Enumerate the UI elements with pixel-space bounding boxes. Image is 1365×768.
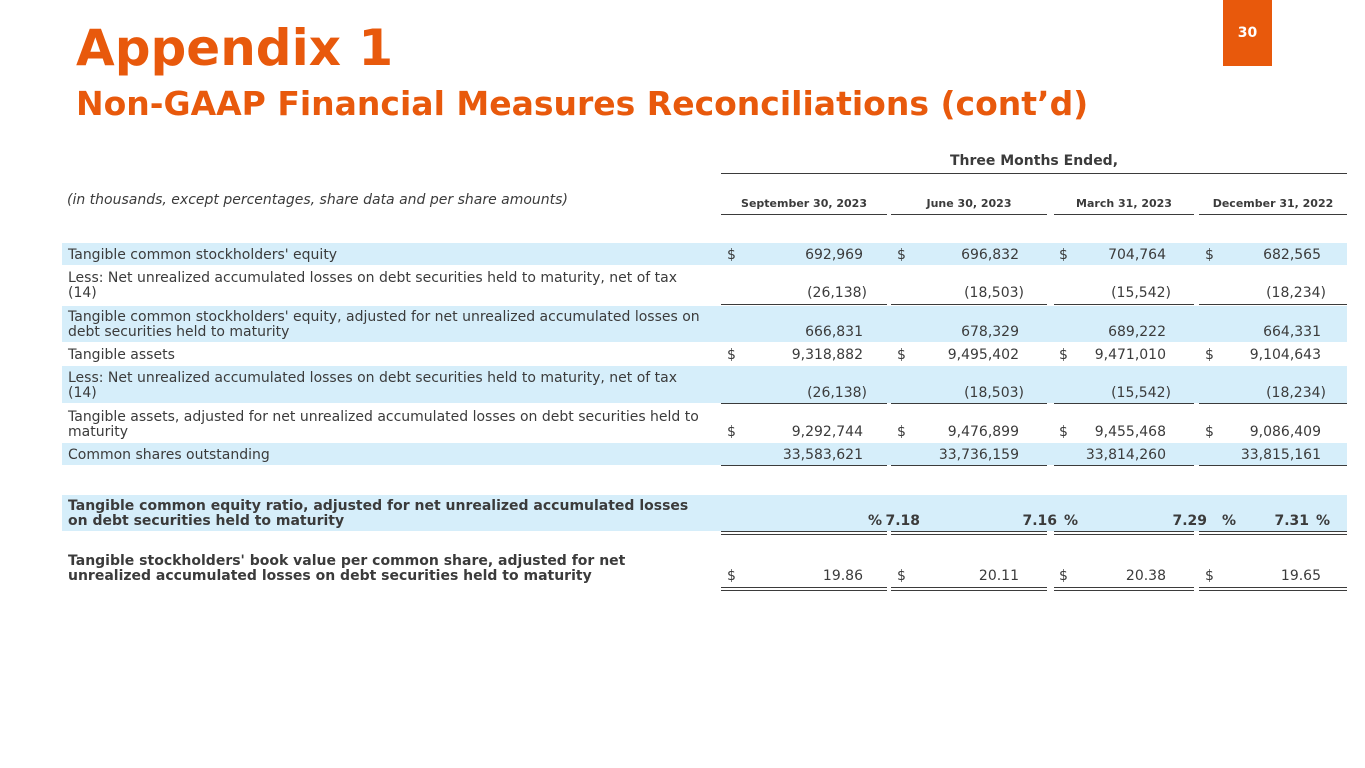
row-label: Tangible assets — [68, 347, 175, 363]
value-jun-2023: 9,495,402 — [947, 347, 1019, 363]
currency-symbol: $ — [727, 347, 736, 363]
row-label: Tangible assets, adjusted for net unrealized accumulated losses on debt securities held to maturity — [68, 409, 699, 440]
underline — [891, 465, 1047, 466]
column-header-dec-2022: December 31, 2022 — [1199, 196, 1347, 215]
row-label: Tangible stockholders' book value per common share, adjusted for net unrealized accumulated losses on debt securities held to maturity — [68, 553, 626, 584]
value-dec-2022: 664,331 — [1263, 324, 1321, 340]
currency-symbol: $ — [897, 247, 906, 263]
value-dec-2022: (18,234) — [1266, 285, 1326, 301]
value-mar-2023: 704,764 — [1108, 247, 1166, 263]
underline — [1054, 403, 1194, 404]
table-row — [62, 443, 1347, 465]
underline — [1199, 465, 1347, 466]
underline — [721, 403, 887, 404]
row-label: Tangible common stockholders' equity — [68, 247, 338, 263]
period-header: Three Months Ended, — [721, 153, 1347, 174]
currency-symbol: $ — [897, 347, 906, 363]
row-label: Less: Net unrealized accumulated losses on debt securities held to maturity, net of tax (14) — [68, 270, 677, 301]
value-sep-2023: 19.86 — [822, 568, 863, 584]
row-label: Tangible common equity ratio, adjusted for net unrealized accumulated losses on debt securities held to maturity — [68, 498, 689, 529]
value-jun-2023: (18,503) — [964, 385, 1024, 401]
row-label: Common shares outstanding — [68, 447, 270, 463]
value-mar-2023: 33,814,260 — [1085, 447, 1166, 463]
units-note: (in thousands, except percentages, share data and per share amounts) — [67, 192, 568, 208]
double-underline — [721, 531, 887, 535]
currency-symbol: $ — [1205, 424, 1214, 440]
page-title: Appendix 1 — [76, 19, 394, 77]
value-mar-2023: (15,542) — [1111, 385, 1171, 401]
double-underline — [891, 531, 1047, 535]
double-underline — [1054, 587, 1194, 591]
page-subtitle: Non-GAAP Financial Measures Reconciliations (cont’d) — [76, 84, 1089, 123]
table-row — [62, 243, 1347, 265]
value-jun-2023: (18,503) — [964, 285, 1024, 301]
currency-symbol: $ — [1205, 247, 1214, 263]
value-sep-2023: 666,831 — [805, 324, 863, 340]
currency-symbol: $ — [1059, 347, 1068, 363]
value-dec-2022: 33,815,161 — [1240, 447, 1321, 463]
underline — [1199, 403, 1347, 404]
value-jun-2023: 696,832 — [961, 247, 1019, 263]
value-sep-2023: (26,138) — [807, 285, 867, 301]
currency-symbol: $ — [897, 424, 906, 440]
value-dec-2022: 9,104,643 — [1249, 347, 1321, 363]
underline — [891, 304, 1047, 305]
value-mar-2023: 9,455,468 — [1094, 424, 1166, 440]
value-dec-2022: 9,086,409 — [1249, 424, 1321, 440]
double-underline — [1199, 587, 1347, 591]
table-row — [62, 343, 1347, 365]
currency-symbol: $ — [727, 247, 736, 263]
currency-symbol: $ — [1059, 568, 1068, 584]
underline — [1054, 304, 1194, 305]
value-dec-2022: 19.65 — [1280, 568, 1321, 584]
double-underline — [721, 587, 887, 591]
value-mar-2023: 9,471,010 — [1094, 347, 1166, 363]
currency-symbol: $ — [727, 568, 736, 584]
percent-symbol: % — [1222, 513, 1237, 529]
currency-symbol: $ — [897, 568, 906, 584]
value-dec-2022: 7.31 — [1274, 513, 1309, 529]
underline — [1199, 304, 1347, 305]
percent-symbol: % — [1064, 513, 1079, 529]
percent-symbol: % — [1316, 513, 1331, 529]
value-sep-2023: 9,318,882 — [791, 347, 863, 363]
value-sep-2023: 692,969 — [805, 247, 863, 263]
row-label: Tangible common stockholders' equity, adjusted for net unrealized accumulated losses on debt securities held to maturity — [68, 309, 700, 340]
double-underline — [1054, 531, 1194, 535]
value-jun-2023: 7.16 — [1022, 513, 1057, 529]
percent-symbol: % — [868, 513, 883, 529]
value-mar-2023: (15,542) — [1111, 285, 1171, 301]
table-row — [62, 550, 1347, 586]
value-sep-2023: 7.18 — [885, 513, 920, 529]
currency-symbol: $ — [727, 424, 736, 440]
column-header-mar-2023: March 31, 2023 — [1054, 196, 1194, 215]
table-row — [62, 306, 1347, 342]
double-underline — [1199, 531, 1347, 535]
value-sep-2023: 33,583,621 — [782, 447, 863, 463]
table-row — [62, 266, 1347, 303]
currency-symbol: $ — [1059, 424, 1068, 440]
value-mar-2023: 20.38 — [1125, 568, 1166, 584]
currency-symbol: $ — [1205, 568, 1214, 584]
row-label: Less: Net unrealized accumulated losses on debt securities held to maturity, net of tax (14) — [68, 370, 677, 401]
value-jun-2023: 9,476,899 — [947, 424, 1019, 440]
page-number-badge: 30 — [1223, 0, 1272, 66]
value-jun-2023: 20.11 — [978, 568, 1019, 584]
column-header-sep-2023: September 30, 2023 — [721, 196, 887, 215]
table-row — [62, 405, 1347, 442]
table-row — [62, 366, 1347, 403]
underline — [721, 304, 887, 305]
column-header-jun-2023: June 30, 2023 — [891, 196, 1047, 215]
underline — [891, 403, 1047, 404]
currency-symbol: $ — [1205, 347, 1214, 363]
underline — [721, 465, 887, 466]
underline — [1054, 465, 1194, 466]
value-jun-2023: 678,329 — [961, 324, 1019, 340]
value-dec-2022: 682,565 — [1263, 247, 1321, 263]
value-sep-2023: 9,292,744 — [791, 424, 863, 440]
value-dec-2022: (18,234) — [1266, 385, 1326, 401]
value-mar-2023: 7.29 — [1172, 513, 1207, 529]
table-row — [62, 495, 1347, 531]
value-sep-2023: (26,138) — [807, 385, 867, 401]
value-jun-2023: 33,736,159 — [938, 447, 1019, 463]
currency-symbol: $ — [1059, 247, 1068, 263]
value-mar-2023: 689,222 — [1108, 324, 1166, 340]
double-underline — [891, 587, 1047, 591]
